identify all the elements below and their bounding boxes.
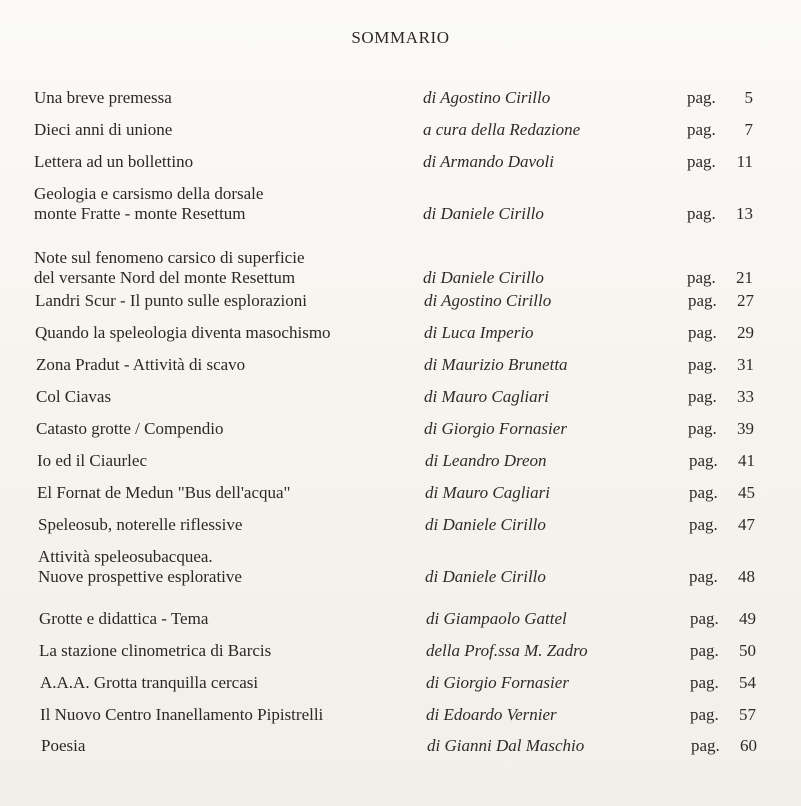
page-label: pag. <box>688 419 717 438</box>
page-number: 33 <box>737 387 754 406</box>
page-number: 47 <box>738 515 755 534</box>
toc-entry-author: di Mauro Cagliari <box>425 483 550 502</box>
page-number: 60 <box>740 736 757 755</box>
toc-entry-title-line: Zona Pradut - Attività di scavo <box>36 355 246 374</box>
toc-entry-author: di Edoardo Vernier <box>426 705 557 724</box>
page-number: 5 <box>744 88 753 107</box>
page-label: pag. <box>690 641 719 660</box>
toc-entry-title-line: Poesia <box>41 736 86 755</box>
toc-entry-title <box>38 547 408 587</box>
toc-entry-page <box>688 387 756 407</box>
toc-entry-page <box>688 323 756 343</box>
page-number: 21 <box>736 268 753 287</box>
toc-entry-author: di Armando Davoli <box>423 152 554 171</box>
toc-entry-title-line: Grotte e didattica - Tema <box>39 609 209 628</box>
toc-entry-title-line: Col Ciavas <box>36 387 112 406</box>
toc-entry-page <box>687 152 755 172</box>
toc-entry-author: di Daniele Cirillo <box>423 204 544 223</box>
page-label: pag. <box>689 515 718 534</box>
toc-entry-author: di Giorgio Fornasier <box>424 419 567 438</box>
toc-entry-page <box>688 291 756 311</box>
page-number: 7 <box>744 120 753 139</box>
toc-entry-author: di Daniele Cirillo <box>425 515 546 534</box>
toc-entry-title-line: Attività speleosubacquea. <box>38 547 213 566</box>
toc-entry-title <box>34 120 404 140</box>
toc-entry-title-line: La stazione clinometrica di Barcis <box>39 641 272 660</box>
toc-entry-title <box>38 515 408 535</box>
toc-entry-author: di Daniele Cirillo <box>425 567 546 586</box>
toc-entry-title <box>36 419 406 439</box>
toc-entry-author: di Mauro Cagliari <box>424 387 549 406</box>
page-label: pag. <box>690 609 719 628</box>
toc-entry-title <box>35 291 405 311</box>
toc-entry-author: di Agostino Cirillo <box>423 88 551 107</box>
toc-entry-title <box>34 152 404 172</box>
page-number: 31 <box>737 355 754 374</box>
toc-entry-title-line: Note sul fenomeno carsico di superficie <box>34 248 305 267</box>
page-label: pag. <box>687 152 716 171</box>
page-number: 48 <box>738 567 755 586</box>
toc-entry-title <box>34 184 404 224</box>
page-label: pag. <box>688 355 717 374</box>
toc-entry-page <box>689 451 757 471</box>
contents-list <box>0 88 801 778</box>
toc-entry-title <box>37 483 407 503</box>
toc-entry-page <box>689 483 757 503</box>
toc-entry-page <box>688 419 756 439</box>
toc-entry-title <box>40 705 410 725</box>
page-number: 50 <box>739 641 756 660</box>
page-number: 27 <box>737 291 754 310</box>
page-number: 39 <box>737 419 754 438</box>
page-label: pag. <box>689 567 718 586</box>
page-number: 49 <box>739 609 756 628</box>
toc-entry-author: di Giampaolo Gattel <box>426 609 567 628</box>
toc-entry-title-line: Una breve premessa <box>34 88 172 107</box>
page-label: pag. <box>688 387 717 406</box>
toc-entry-title-line: El Fornat de Medun "Bus dell'acqua" <box>37 483 291 502</box>
page-number: 54 <box>739 673 756 692</box>
page-number: 29 <box>737 323 754 342</box>
toc-entry-title-line: Nuove prospettive esplorative <box>38 567 242 586</box>
page-label: pag. <box>690 705 719 724</box>
toc-entry-author: di Leandro Dreon <box>425 451 547 470</box>
toc-entry-title-line: Landri Scur - Il punto sulle esplorazioni <box>35 291 307 310</box>
toc-entry-title <box>37 451 407 471</box>
toc-entry-page <box>691 736 759 756</box>
toc-entry-author: della Prof.ssa M. Zadro <box>426 641 588 660</box>
page-label: pag. <box>688 291 717 310</box>
toc-entry-page <box>687 268 755 288</box>
page-number: 45 <box>738 483 755 502</box>
toc-entry-author: di Giorgio Fornasier <box>426 673 569 692</box>
toc-entry-title-line: Lettera ad un bollettino <box>34 152 194 171</box>
toc-entry-title-line: Il Nuovo Centro Inanellamento Pipistrelli <box>40 705 324 724</box>
page-title: SOMMARIO <box>351 28 450 47</box>
toc-entry-title <box>36 355 406 375</box>
toc-entry-title <box>34 88 404 108</box>
toc-entry-author: di Gianni Dal Maschio <box>427 736 585 755</box>
toc-entry-page <box>687 88 755 108</box>
page-label: pag. <box>689 483 718 502</box>
toc-entry-title <box>39 641 409 661</box>
toc-entry-title-line: Quando la speleologia diventa masochismo <box>35 323 331 342</box>
page-label: pag. <box>691 736 720 755</box>
toc-entry-page <box>689 515 757 535</box>
toc-entry-title <box>41 736 411 756</box>
toc-entry-title-line: monte Fratte - monte Resettum <box>34 204 246 223</box>
toc-entry-page <box>687 204 755 224</box>
toc-entry-author: di Luca Imperio <box>424 323 534 342</box>
toc-entry-title <box>36 387 406 407</box>
page-number: 57 <box>739 705 756 724</box>
toc-entry-title-line: Io ed il Ciaurlec <box>37 451 147 470</box>
toc-entry-author: a cura della Redazione <box>423 120 581 139</box>
toc-entry-title <box>39 609 409 629</box>
page-label: pag. <box>689 451 718 470</box>
page-label: pag. <box>688 323 717 342</box>
toc-entry-title-line: Catasto grotte / Compendio <box>36 419 224 438</box>
toc-entry-title-line: del versante Nord del monte Resettum <box>34 268 296 287</box>
toc-entry-page <box>690 705 758 725</box>
toc-entry-page <box>688 355 756 375</box>
toc-entry-title-line: Dieci anni di unione <box>34 120 173 139</box>
toc-entry-page <box>690 609 758 629</box>
page-number: 13 <box>736 204 753 223</box>
page-number: 11 <box>736 152 753 171</box>
toc-entry-title <box>40 673 410 693</box>
toc-entry-title <box>34 248 404 288</box>
toc-entry-page <box>690 673 758 693</box>
page-label: pag. <box>687 204 716 223</box>
toc-entry-author: di Agostino Cirillo <box>424 291 552 310</box>
toc-entry-author: di Maurizio Brunetta <box>424 355 568 374</box>
toc-entry-page <box>689 567 757 587</box>
page-label: pag. <box>687 120 716 139</box>
toc-entry-title <box>35 323 405 343</box>
toc-entry-title-line: Geologia e carsismo della dorsale <box>34 184 264 203</box>
toc-entry-title-line: A.A.A. Grotta tranquilla cercasi <box>40 673 259 692</box>
page-label: pag. <box>687 268 716 287</box>
page-label: pag. <box>690 673 719 692</box>
toc-entry-page <box>687 120 755 140</box>
page-label: pag. <box>687 88 716 107</box>
page-number: 41 <box>738 451 755 470</box>
toc-entry-page <box>690 641 758 661</box>
toc-entry-title-line: Speleosub, noterelle riflessive <box>38 515 243 534</box>
toc-entry-author: di Daniele Cirillo <box>423 268 544 287</box>
